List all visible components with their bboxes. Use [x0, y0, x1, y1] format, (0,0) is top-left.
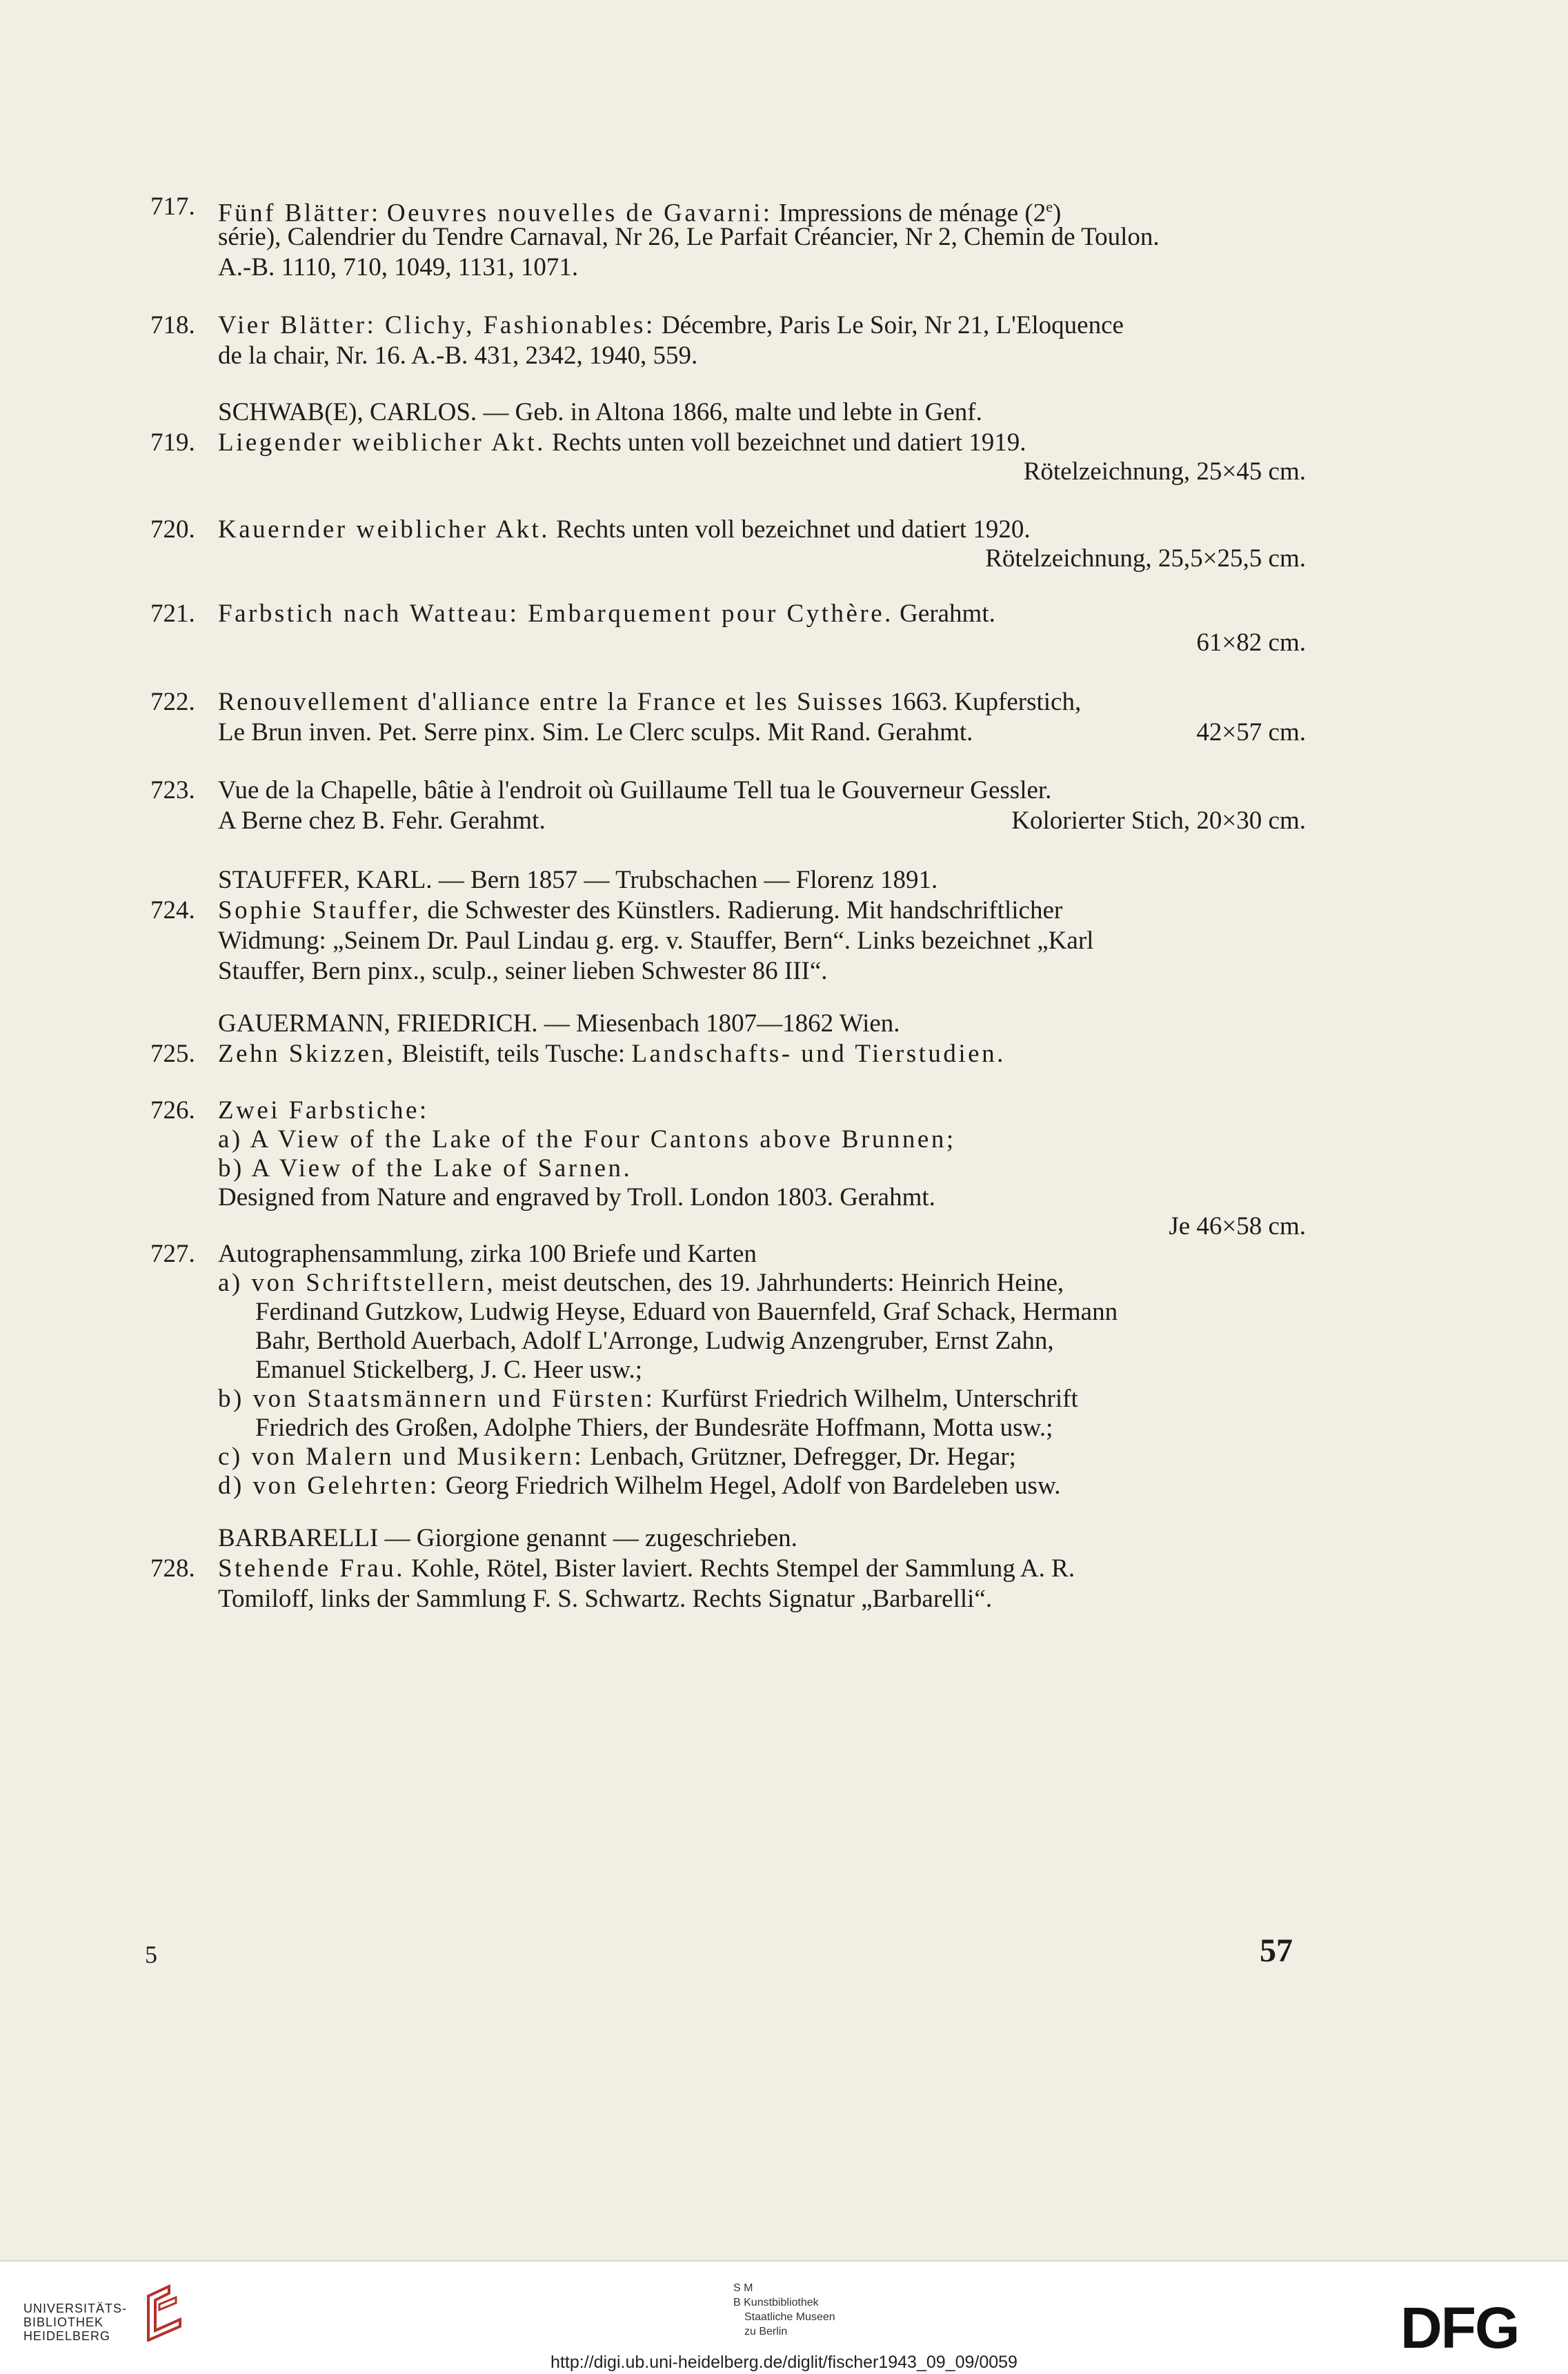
lot-717-line-2: série), Calendrier du Tendre Carnaval, Nr 26, Le Parfait Créancier, Nr 2, Chemin de Toulon.	[218, 223, 1160, 251]
smb-label-line: B Kunstbibliothek	[733, 2297, 819, 2308]
lot-text: 1663. Kupferstich,	[890, 688, 1082, 716]
lot-725-line-1	[218, 1039, 1006, 1069]
lot-726-line-4: Designed from Nature and engraved by Troll. London 1803. Gerahmt.	[218, 1183, 935, 1211]
lot-text: Décembre, Paris Le Soir, Nr 21, L'Eloquence	[661, 311, 1124, 339]
lot-title: Zwei Farbstiche:	[218, 1096, 429, 1125]
lot-727-item-a-line-2: Ferdinand Gutzkow, Ludwig Heyse, Eduard von Bauernfeld, Graf Schack, Hermann	[255, 1298, 1118, 1326]
lot-subtitle: c) von Malern und Musikern:	[218, 1443, 584, 1471]
lot-text: Kurfürst Friedrich Wilhelm, Unterschrift	[661, 1385, 1078, 1413]
lot-722-line-2: Le Brun inven. Pet. Serre pinx. Sim. Le Clerc sculps. Mit Rand. Gerahmt.	[218, 718, 973, 746]
lot-722-size: 42×57 cm.	[1196, 718, 1306, 746]
lot-728-line-2: Tomiloff, links der Sammlung F. S. Schwartz. Rechts Signatur „Barbarelli“.	[218, 1585, 993, 1613]
smb-label-line: S M	[733, 2282, 753, 2294]
lot-728-line-1	[218, 1554, 1075, 1584]
lot-text: Impressions de ménage (2	[778, 199, 1046, 228]
lot-727-item-c	[218, 1442, 1016, 1472]
lot-719-medium-size: Rötelzeichnung, 25×45 cm.	[1023, 457, 1306, 486]
lot-subtitle: Oeuvres nouvelles de Gavarni:	[386, 199, 773, 228]
lot-number: 728.	[150, 1554, 195, 1583]
lot-subtitle: d) von Gelehrten:	[218, 1472, 439, 1500]
lot-727-item-a-line-4: Emanuel Stickelberg, J. C. Heer usw.;	[255, 1356, 643, 1384]
digitization-footer-bar	[0, 2260, 1568, 2374]
lot-718-line-2: de la chair, Nr. 16. A.-B. 431, 2342, 1940, 559.	[218, 342, 698, 370]
lot-number: 724.	[150, 896, 195, 924]
lot-title: Fünf Blätter:	[218, 199, 381, 228]
lot-number: 718.	[150, 311, 195, 339]
lot-722-line-1	[218, 687, 1081, 718]
lot-number: 727.	[150, 1240, 195, 1268]
lot-subtitle: a) von Schriftstellern,	[218, 1269, 496, 1297]
lot-text: Gerahmt.	[900, 600, 995, 628]
lot-text: meist deutschen, des 19. Jahrhunderts: Heinrich Heine,	[502, 1269, 1064, 1297]
lot-727-line-1: Autographensammlung, zirka 100 Briefe und Karten	[218, 1240, 757, 1268]
smb-kunstbibliothek-label[interactable]	[733, 2281, 835, 2339]
university-library-label[interactable]	[23, 2302, 127, 2343]
university-logo-icon[interactable]	[141, 2282, 186, 2342]
lot-text: Georg Friedrich Wilhelm Hegel, Adolf von Bardeleben usw.	[445, 1472, 1061, 1500]
lot-text: Rechts unten voll bezeichnet und datiert 1920.	[556, 515, 1031, 544]
page-number: 57	[1260, 1932, 1293, 1969]
lot-721-line-1	[218, 599, 995, 629]
lot-number: 717.	[150, 192, 195, 221]
lot-724-line-3: Stauffer, Bern pinx., sculp., seiner lieben Schwester 86 III“.	[218, 957, 828, 985]
smb-label-line: Staatliche Museen	[744, 2311, 835, 2323]
superscript: e	[1046, 198, 1053, 215]
dfg-logo[interactable]: DFG	[1400, 2295, 1519, 2360]
lot-727-item-a-line-3: Bahr, Berthold Auerbach, Adolf L'Arronge, Ludwig Anzengruber, Ernst Zahn,	[255, 1327, 1054, 1355]
lot-title: Stehende Frau.	[218, 1554, 405, 1583]
lot-number: 726.	[150, 1096, 195, 1125]
lot-title: Sophie Stauffer,	[218, 896, 421, 924]
artist-heading-gauermann: GAUERMANN, FRIEDRICH. — Miesenbach 1807—1862 Wien.	[218, 1009, 900, 1038]
lot-727-item-a	[218, 1268, 1064, 1298]
university-label-line: BIBLIOTHEK	[23, 2315, 104, 2329]
lot-number: 721.	[150, 600, 195, 628]
lot-title: Farbstich nach Watteau: Embarquement pour Cythère.	[218, 600, 893, 628]
lot-726-size: Je 46×58 cm.	[1169, 1212, 1306, 1240]
lot-726-line-1	[218, 1096, 429, 1126]
lot-720-medium-size: Rötelzeichnung, 25,5×25,5 cm.	[985, 544, 1306, 573]
lot-text: die Schwester des Künstlers. Radierung. Mit handschriftlicher	[427, 896, 1063, 924]
artist-heading-barbarelli: BARBARELLI — Giorgione genannt — zugeschrieben.	[218, 1524, 797, 1552]
lot-number: 719.	[150, 428, 195, 457]
lot-title: Liegender weiblicher Akt.	[218, 428, 546, 457]
lot-724-line-1	[218, 896, 1062, 926]
lot-number: 720.	[150, 515, 195, 544]
lot-726-item-b: b) A View of the Lake of Sarnen.	[218, 1154, 633, 1183]
lot-727-item-b	[218, 1384, 1078, 1414]
lot-text: Rechts unten voll bezeichnet und datiert 1919.	[552, 428, 1026, 457]
lot-title: Renouvellement d'alliance entre la France et les Suisses	[218, 688, 884, 716]
lot-number: 725.	[150, 1040, 195, 1068]
lot-727-item-b-line-2: Friedrich des Großen, Adolphe Thiers, der Bundesräte Hoffmann, Motta usw.;	[255, 1414, 1053, 1442]
lot-717-line-1: Fünf Blätter: Oeuvres nouvelles de Gavarni: Impressions de ménage (2e)	[218, 198, 1062, 228]
lot-719-line-1	[218, 428, 1026, 458]
lot-title: Zehn Skizzen,	[218, 1040, 396, 1068]
lot-724-line-2: Widmung: „Seinem Dr. Paul Lindau g. erg. v. Stauffer, Bern“. Links bezeichnet „Karl	[218, 927, 1094, 955]
university-label-line: UNIVERSITÄTS-	[23, 2302, 128, 2315]
lot-727-item-d	[218, 1471, 1061, 1501]
lot-720-line-1	[218, 515, 1031, 545]
university-label-line: HEIDELBERG	[23, 2329, 111, 2343]
lot-text: Bleistift, teils Tusche:	[401, 1040, 626, 1068]
artist-heading-stauffer: STAUFFER, KARL. — Bern 1857 — Trubschachen — Florenz 1891.	[218, 866, 938, 894]
signature-mark: 5	[145, 1941, 157, 1968]
lot-subtitle: b) von Staatsmännern und Fürsten:	[218, 1385, 655, 1413]
lot-723-line-2: A Berne chez B. Fehr. Gerahmt.	[218, 807, 546, 835]
artist-heading-schwab: SCHWAB(E), CARLOS. — Geb. in Altona 1866, malte und lebte in Genf.	[218, 398, 982, 426]
permalink-url[interactable]: http://digi.ub.uni-heidelberg.de/diglit/fischer1943_09_09/0059	[550, 2353, 1018, 2372]
smb-label-line: zu Berlin	[744, 2326, 788, 2337]
lot-723-medium-size: Kolorierter Stich, 20×30 cm.	[1011, 807, 1306, 835]
lot-718-line-1	[218, 310, 1124, 341]
lot-text: Kohle, Rötel, Bister laviert. Rechts Stempel der Sammlung A. R.	[411, 1554, 1075, 1583]
lot-subject: Landschafts- und Tierstudien.	[631, 1040, 1006, 1068]
lot-number: 722.	[150, 688, 195, 716]
lot-723-line-1: Vue de la Chapelle, bâtie à l'endroit où Guillaume Tell tua le Gouverneur Gessler.	[218, 776, 1052, 804]
lot-726-item-a: a) A View of the Lake of the Four Cantons above Brunnen;	[218, 1125, 956, 1154]
lot-721-size: 61×82 cm.	[1196, 629, 1306, 657]
lot-title: Kauernder weiblicher Akt.	[218, 515, 550, 544]
lot-717-line-3: A.-B. 1110, 710, 1049, 1131, 1071.	[218, 253, 579, 281]
lot-title: Vier Blätter: Clichy, Fashionables:	[218, 311, 655, 339]
lot-number: 723.	[150, 776, 195, 804]
lot-text: Lenbach, Grützner, Defregger, Dr. Hegar;	[590, 1443, 1016, 1471]
